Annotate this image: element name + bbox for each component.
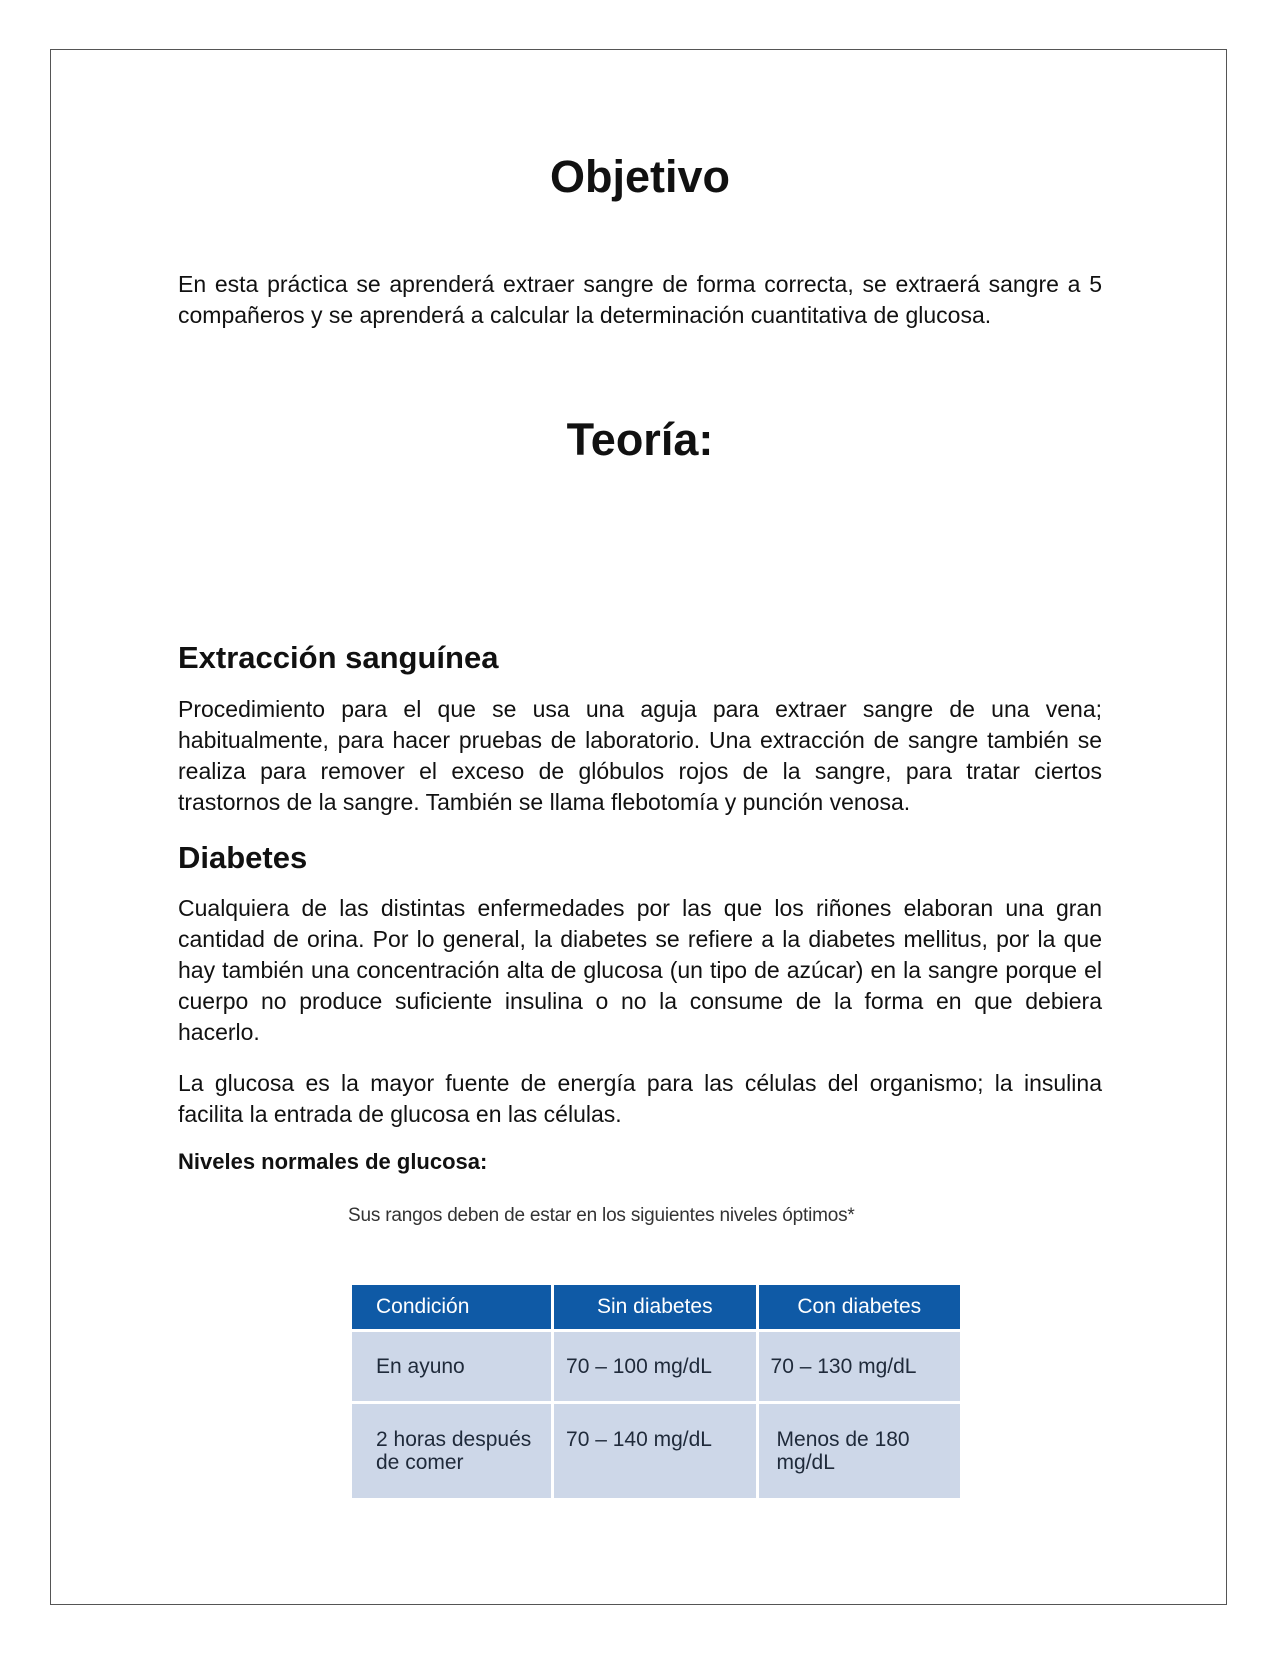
cell-con-diabetes: 70 – 130 mg/dL (757, 1331, 960, 1403)
glucose-table (352, 1285, 960, 1498)
extraccion-paragraph: Procedimiento para el que se usa una aguja para extraer sangre de una vena; habitualmente, para hacer pruebas de laboratorio. Una extracción de sangre también se realiza para remover el exceso de glóbulos rojos de la sangre, para tratar ciertos trastornos de la sangre. También se llama flebotomía y punción venosa. (178, 696, 1102, 815)
heading-extraccion: Extracción sanguínea (178, 640, 499, 675)
glucose-levels-figure (330, 1205, 960, 1505)
cell-sin-diabetes: 70 – 100 mg/dL (553, 1331, 757, 1403)
cell-condition: 2 horas después de comer (352, 1403, 553, 1498)
table-header-row (352, 1285, 960, 1331)
table-row (352, 1403, 960, 1498)
cell-sin-diabetes: 70 – 140 mg/dL (553, 1403, 757, 1498)
diabetes-paragraph-1: Cualquiera de las distintas enfermedades por las que los riñones elaboran una gran cantidad de orina. Por lo general, la diabetes se refiere a la diabetes mellitus, por la que hay también una concentración alta de glucosa (un tipo de azúcar) en la sangre porque el cuerpo no produce suficiente insulina o no la consume de la forma en que debiera hacerlo. (178, 895, 1102, 1045)
header-sin-diabetes: Sin diabetes (553, 1285, 757, 1331)
title-objetivo: Objetivo (549, 151, 731, 202)
title-teoria: Teoría: (566, 414, 714, 465)
diabetes-paragraph-2: La glucosa es la mayor fuente de energía para las células del organismo; la insulina facilita la entrada de glucosa en las células. (178, 1070, 1102, 1127)
figure-caption: Sus rangos deben de estar en los siguientes niveles óptimos* (348, 1205, 855, 1226)
table-row (352, 1331, 960, 1403)
objetivo-paragraph: En esta práctica se aprenderá extraer sangre de forma correcta, se extraerá sangre a 5 compañeros y se aprenderá a calcular la determinación cuantitativa de glucosa. (178, 271, 1102, 328)
levels-label: Niveles normales de glucosa: (178, 1149, 488, 1174)
cell-con-diabetes: Menos de 180 mg/dL (757, 1403, 960, 1498)
heading-diabetes: Diabetes (178, 840, 308, 875)
header-con-diabetes: Con diabetes (757, 1285, 960, 1331)
header-condicion: Condición (352, 1285, 553, 1331)
cell-condition: En ayuno (352, 1331, 553, 1403)
